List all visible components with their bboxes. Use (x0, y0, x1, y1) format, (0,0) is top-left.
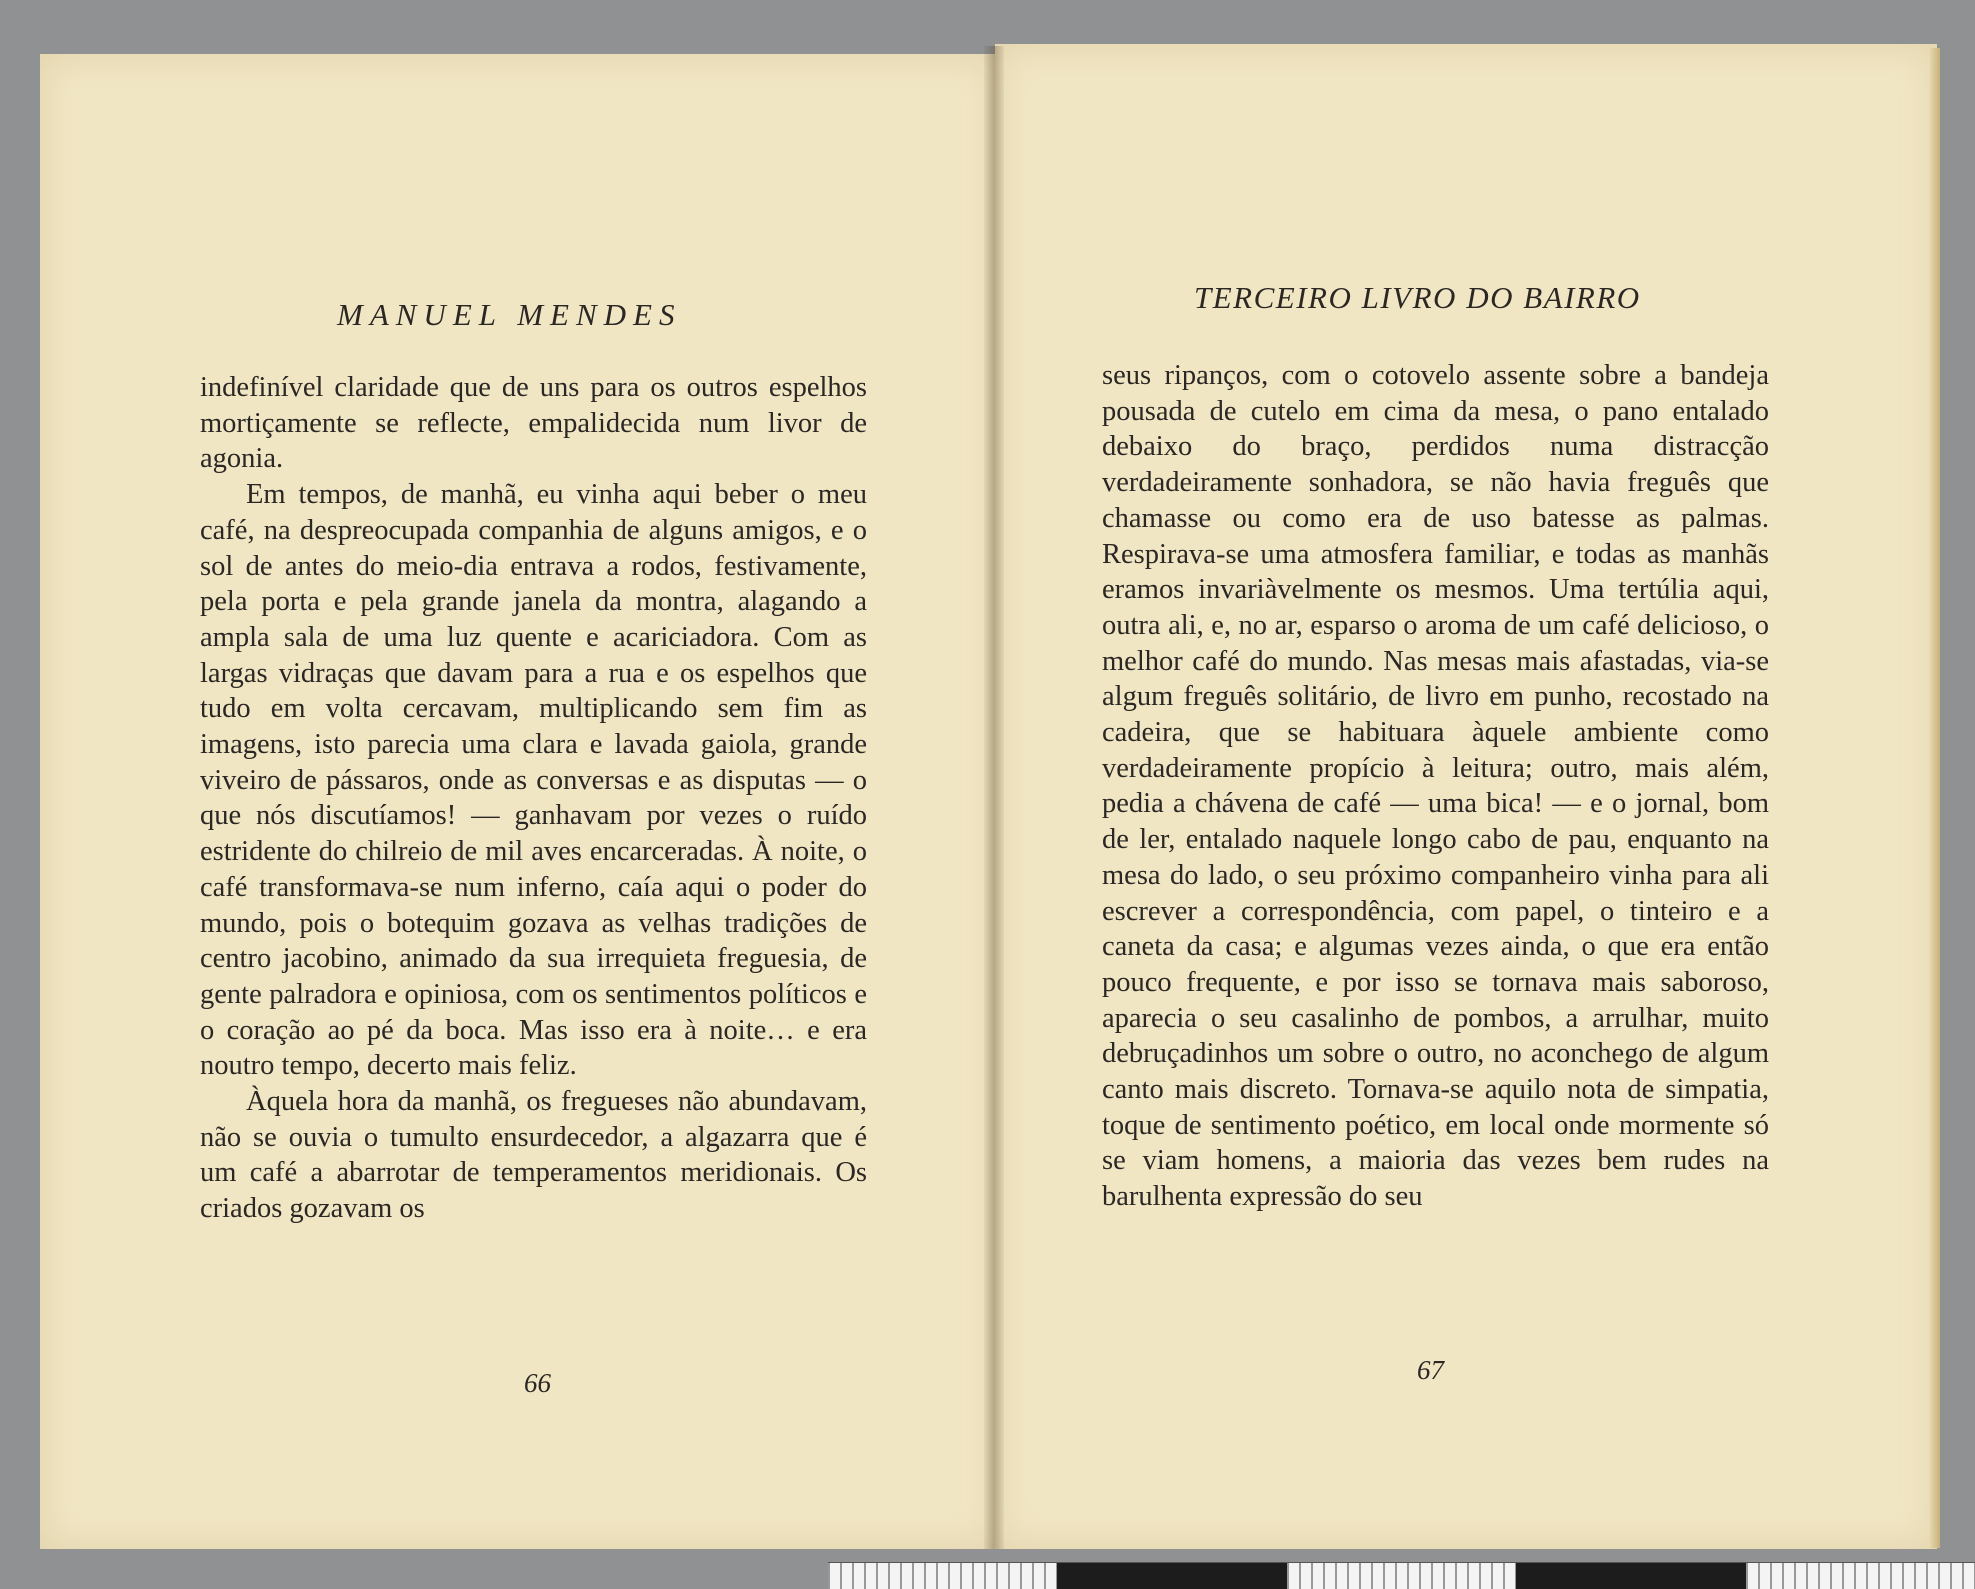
ruler-segment (1746, 1563, 1975, 1589)
running-header-right: TERCEIRO LIVRO DO BAIRRO (1194, 280, 1641, 315)
page-number-right: 67 (1417, 1355, 1444, 1385)
ruler-segment (1516, 1563, 1745, 1589)
ruler-segment (1287, 1563, 1516, 1589)
paragraph: indefinível claridade que de uns para os outros espelhos mortiçamente se reflecte, empalidecida num livor de agonia. (200, 372, 867, 475)
paragraph: Em tempos, de manhã, eu vinha aqui beber o meu café, na despreocupada companhia de alguns amigos, e o sol de antes do meio-dia entrava a rodos, festivamente, pela porta e pela grande janela da montra, alagando a ampla sala de uma luz quente e acariciadora. Com as largas vidraças que davam para a rua e os espelhos que tudo em volta cercavam, multiplicando sem fim as imagens, isto parecia uma clara e lavada gaiola, grande viveiro de pássaros, onde as conversas e as disputas — o que nós discutíamos! — ganhavam por vezes o ruído estridente do chilreio de mil aves encarceradas. À noite, o café transformava-se num inferno, caía aqui o poder do mundo, pois o botequim gozava as velhas tradições de centro jacobino, animado da sua irrequieta freguesia, de gente palradora e opiniosa, com os sentimentos políticos e o coração ao pé da boca. Mas isso era à noite… e era noutro tempo, decerto mais feliz. (200, 479, 867, 1082)
running-header-left: MANUEL MENDES (337, 297, 682, 332)
page-edge (1930, 48, 1940, 1548)
paragraph: seus ripanços, com o cotovelo assente sobre a bandeja pousada de cutelo em cima da mesa, o pano entalado debaixo do braço, perdidos numa distracção verdadeiramente sonhadora, se não havia freguês que chamasse ou como era de uso batesse as palmas. Respirava-se uma atmosfera familiar, e todas as manhãs eramos invariàvelmente os mesmos. Uma tertúlia aqui, outra ali, e, no ar, esparso o aroma de um café delicioso, o melhor café do mundo. Nas mesas mais afastadas, via-se algum freguês solitário, de livro em punho, recostado na cadeira, que se habituara àquele ambiente como verdadeiramente propício à leitura; outro, mais além, pedia a chávena de café — uma bica! — e o jornal, bom de ler, entalado naquele longo cabo de pau, enquanto na mesa do lado, o seu próximo companheiro vinha para ali escrever a correspondência, com papel, o tinteiro e a caneta da casa; e algumas vezes ainda, o que era então pouco frequente, e por isso se tornava mais saboroso, aparecia o seu casalinho de pombos, a arrulhar, muito debruçadinhos um sobre o outro, no aconchego de algum canto mais discreto. Tornava-se aquilo nota de simpatia, toque de sentimento poético, em local onde mormente só se viam homens, a maioria das vezes bem rudes na barulhenta expressão do seu (1102, 360, 1769, 1213)
page-number-left: 66 (524, 1368, 551, 1398)
body-text-right (1102, 358, 1769, 1215)
ruler-segment (828, 1563, 1057, 1589)
right-page (995, 44, 1937, 1549)
book-gutter (984, 46, 1004, 1549)
scale-ruler (828, 1562, 1975, 1589)
left-page (40, 54, 998, 1549)
paragraph: Àquela hora da manhã, os fregueses não abundavam, não se ouvia o tumulto ensurdecedor, a algazarra que é um café a abarrotar de temperamentos meridionais. Os criados gozavam os (200, 1086, 867, 1225)
ruler-segment (1057, 1563, 1286, 1589)
body-text-left (200, 370, 867, 1227)
